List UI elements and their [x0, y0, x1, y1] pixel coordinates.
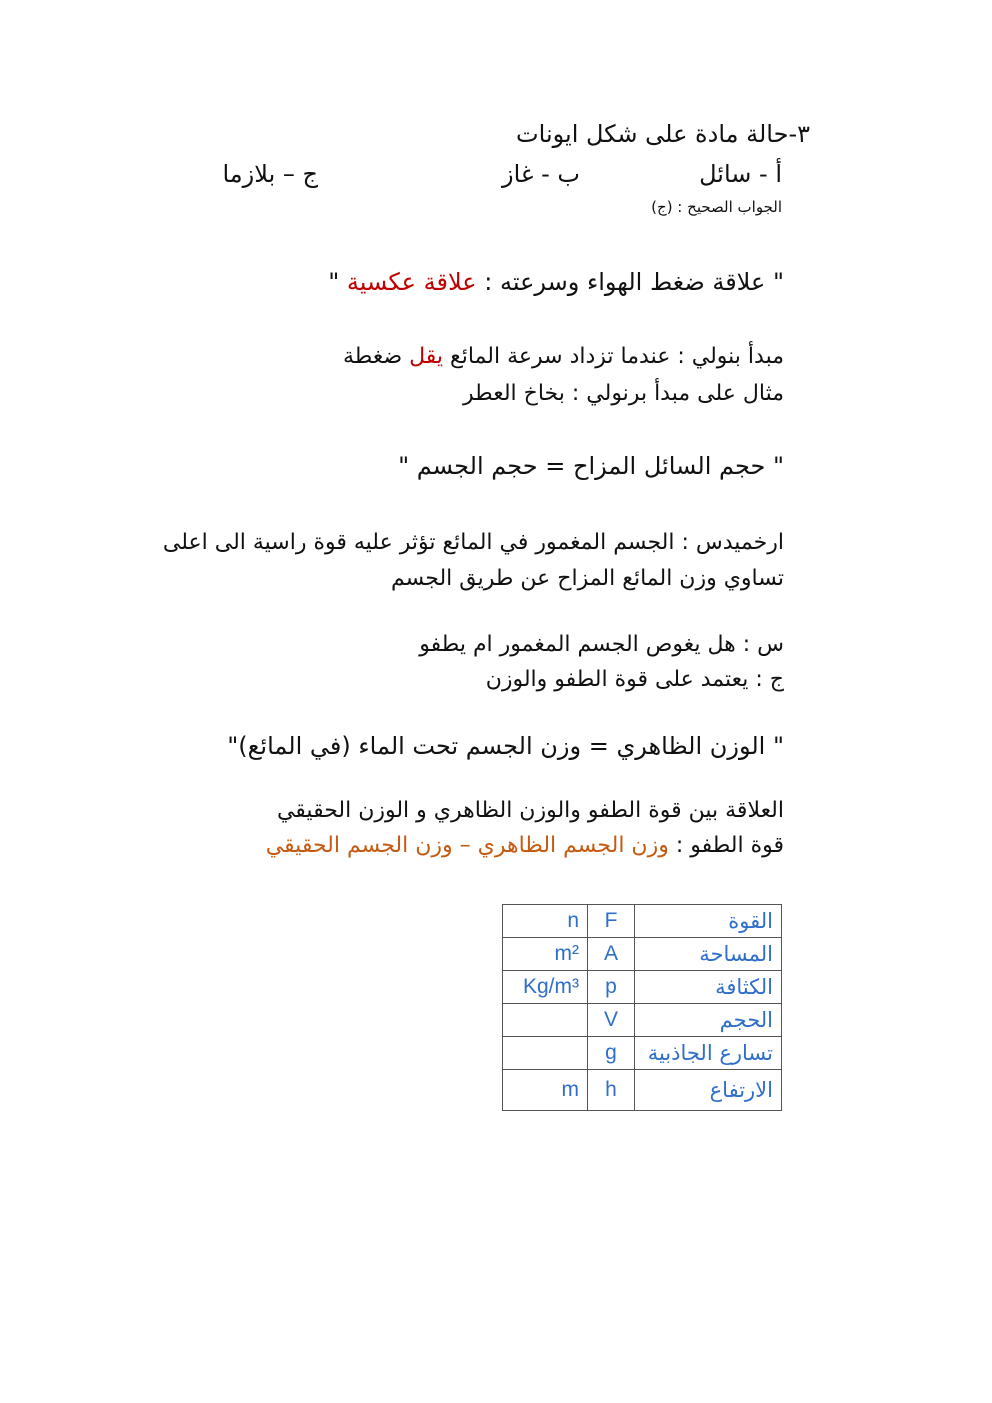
quantity-name: تسارع الجاذبية [635, 1037, 782, 1070]
quantity-symbol: p [588, 971, 635, 1004]
decreases-highlight: يقل [409, 344, 444, 369]
quantity-name: القوة [635, 905, 782, 938]
table-row [503, 971, 782, 1004]
archimedes-line-1: ارخميدس : الجسم المغمور في المائع تؤثر عليه قوة راسية الى اعلى [162, 530, 784, 555]
table-row [503, 905, 782, 938]
quantity-name: الكثافة [635, 971, 782, 1004]
bernoulli-example: مثال على مبدأ برنولي : بخاخ العطر [463, 381, 784, 406]
units-table [502, 904, 782, 1111]
quantity-unit: m [503, 1070, 588, 1111]
option-c: ج – بلازما [222, 160, 318, 188]
buoyancy-formula-value: وزن الجسم الظاهري – وزن الجسم الحقيقي [265, 833, 669, 858]
quantity-unit [503, 1004, 588, 1037]
table-row [503, 1037, 782, 1070]
table-row [503, 938, 782, 971]
pressure-speed-relation [328, 268, 784, 296]
quantity-unit: m² [503, 938, 588, 971]
option-a: أ - سائل [699, 160, 782, 188]
quantity-symbol: F [588, 905, 635, 938]
float-question: س : هل يغوص الجسم المغمور ام يطفو [419, 632, 784, 657]
inverse-relation-highlight: علاقة عكسية [346, 268, 477, 296]
float-answer: ج : يعتمد على قوة الطفو والوزن [485, 667, 784, 692]
archimedes-line-2: تساوي وزن المائع المزاح عن طريق الجسم [391, 566, 784, 591]
volume-equation: " حجم السائل المزاح = حجم الجسم " [398, 452, 784, 480]
apparent-weight-definition: " الوزن الظاهري = وزن الجسم تحت الماء (في المائع)" [227, 732, 784, 760]
bernoulli-principle [343, 344, 784, 369]
table-row [503, 1070, 782, 1111]
table-row [503, 1004, 782, 1037]
quantity-unit: Kg/m³ [503, 971, 588, 1004]
relation-statement: العلاقة بين قوة الطفو والوزن الظاهري و الوزن الحقيقي [276, 798, 784, 823]
quantity-symbol: h [588, 1070, 635, 1111]
quantity-name: الارتفاع [635, 1070, 782, 1111]
quantity-symbol: V [588, 1004, 635, 1037]
question-3-answer: الجواب الصحيح : (ج) [651, 198, 782, 216]
quantity-unit [503, 1037, 588, 1070]
buoyancy-formula [266, 833, 784, 858]
pressure-speed-suffix: " [328, 268, 347, 296]
pressure-speed-prefix: " علاقة ضغط الهواء وسرعته : [476, 268, 784, 296]
quantity-name: المساحة [635, 938, 782, 971]
quantity-name: الحجم [635, 1004, 782, 1037]
quantity-unit: n [503, 905, 588, 938]
bernoulli-prefix: مبدأ بنولي : عندما تزداد سرعة المائع [443, 344, 784, 369]
quantity-symbol: A [588, 938, 635, 971]
buoyancy-label: قوة الطفو : [668, 833, 784, 858]
option-b: ب - غاز [502, 160, 580, 188]
bernoulli-suffix: ضغطة [342, 344, 410, 369]
question-3-title: ٣-حالة مادة على شكل ايونات [516, 120, 810, 148]
quantity-symbol: g [588, 1037, 635, 1070]
